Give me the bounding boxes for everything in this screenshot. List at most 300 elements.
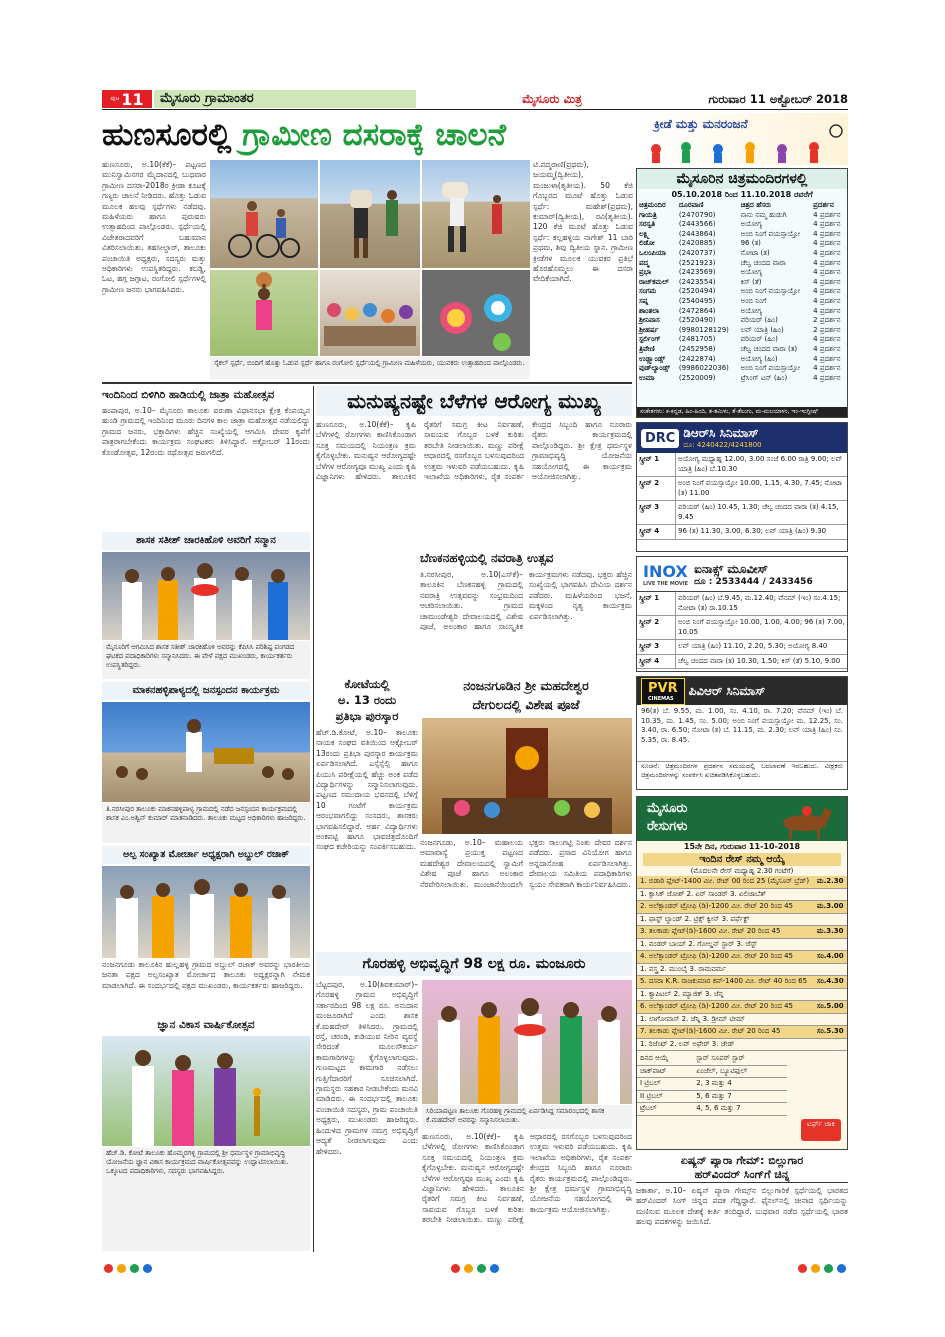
race-name: 4. ಅಲೆಕ್ಸಾಂಡರ್ ಟ್ರೋಫಿ (ಡಿ)-1200 ಮೀ. ರೇಟ್ 20 ರಿಂದ 45 [637, 951, 814, 964]
cinema-row [637, 220, 847, 230]
felicitation-illustration [102, 552, 310, 640]
kotey-headline [316, 676, 418, 724]
cinema-cell-p: (2423554) [678, 277, 716, 286]
abdul-text: ನಂಜನಗೂಡು ತಾಲೂಕಿನ ಹುಲ್ಲಹಳ್ಳಿ ಗ್ರಾಮದ ಅಬ್ದುಲ್ ರಜಾಕ್ ಅವರನ್ನು ಭಾರತೀಯ ಜನತಾ ಪಕ್ಷದ ಅಲ್ಪಸಂಖ್ಯಾತ ಮೋರ್ಚಾದ ತಾಲೂಕು ಅಧ್ಯಕ್ಷರನ್ನಾಗಿ ನೇಮಕ ಮಾಡಲಾಗಿದೆ. ಈ ಸಂದರ್ಭದಲ್ಲಿ ಪಕ್ಷದ ಮುಖಂಡರು, ಕಾರ್ಯಕರ್ತರು ಹಾಜರಿದ್ದರು. [102, 960, 310, 990]
cinema-cell-m: ನೋಟಾ (ತ) [740, 248, 770, 257]
cinema-table [637, 201, 847, 383]
race-result-rows [637, 1053, 787, 1115]
cinema-cell-m: 96 (ತ) [740, 239, 761, 248]
nanjangud-text: ನಂಜನಗೂಡು, ಅ.10– ಮಹಾಲಯ ಅಮಾವಾಸ್ಯೆ ಪ್ರಯುಕ್ತ ಪಟ್ಟಣದ ಮಹದೇಶ್ವರ ದೇವಾಲಯದಲ್ಲಿ ಸ್ವಾಮಿಗೆ ವಿಶೇಷ ಪೂಜೆ ಹಾಗೂ ಅಲಂಕಾರ ನೆರವೇರಿಸಲಾಯಿತು. ಮುಂಜಾನೆಯಿಂದಲೇ ಭಕ್ತರು ಸಾಲುಗಟ್ಟಿ ನಿಂತು ದೇವರ ದರ್ಶನ ಪಡೆದರು. ಪ್ರಸಾದ ವಿನಿಯೋಗ ಹಾಗೂ ಅನ್ನದಾಸೋಹ ಏರ್ಪಡಿಸಲಾಗಿತ್ತು. ದೇವಾಲಯ ಸಮಿತಿಯ ಪದಾಧಿಕಾರಿಗಳು ಸ್ವಯಂ ಸೇವಕರಾಗಿ ಕಾರ್ಯನಿರ್ವಹಿಸಿದರು. [420, 838, 632, 889]
lead-photo-rangoli [422, 270, 530, 356]
cinema-cell-m: ಟ್ರೆಸಿಂಗ್ ಟನ್ (ಹಿಂ) [740, 373, 788, 382]
inox-screen-name: ಸ್ಕ್ರೀನ್ 4 [637, 655, 676, 669]
drc-screen-name: ಸ್ಕ್ರೀನ್ 1 [637, 453, 676, 476]
janaspandana-headline: ಮಾಕನಹಳ್ಳಿಪಾಳ್ಯದಲ್ಲಿ ಜನಸ್ಪಂದನ ಕಾರ್ಯಕ್ರಮ [102, 682, 310, 700]
race-name: 2. ಅಲೆಕ್ಸಾಂಡರ್ ಟ್ರೋಫಿ (ಡಿ)-1200 ಮೀ. ರೇಟ್ 20 ರಿಂದ 45 [637, 901, 814, 914]
race-name: 1. ಬಿಡಾರಿ ಪ್ಲೇಟ್-1400 ಮೀ. ರೇಟ್ 00 ರಿಂದ 25 (ಮೈಸೂರ್ ಬ್ರೆಡ್) [637, 876, 814, 888]
nanjangud-headline-1: ನಂಜನಗೂಡಿನ ಶ್ರೀ ಮಹದೇಶ್ವರ [463, 678, 589, 693]
race-time: ಸಂ.4.30 [814, 976, 847, 989]
footer-dots-left [102, 1258, 154, 1270]
inox-screen-times: ವರಿಯರ್ (ಹಿಂ) ಬೆ.9.45, ಮ.12.40; ವೆನಮ್ (ಇಂ) ಸಂ.4.15; ನೋಟಾ (ತ) ರಾ.10.15 [678, 594, 841, 612]
page-number-box [102, 90, 152, 108]
cinema-cell-p: (2540495) [678, 296, 716, 305]
abdul-headline: ಅಲ್ಪ ಸಂಖ್ಯಾತ ಮೋರ್ಚಾ ಅಧ್ಯಕ್ಷರಾಗಿ ಅಬ್ದುಲ್ ರಜಾಕ್ [102, 846, 310, 864]
cinema-cell-s: 4 ಪ್ರದರ್ಶನ [813, 335, 841, 344]
cinema-cell-s: 4 ಪ್ರದರ್ಶನ [813, 210, 841, 219]
race-result-row [637, 1090, 787, 1103]
drc-cinemas [636, 422, 848, 552]
lead-headline-part-1: ಹುಣಸೂರಲ್ಲಿ [102, 117, 232, 153]
lead-column-1: ಹುಣಸೂರು, ಅ.10(ಕೆಕೆ)– ಪಟ್ಟಣದ ಮುನಿಸ್ವಾಮಿನಗರ ಮೈದಾನದಲ್ಲಿ ಬುಧವಾರ ಗ್ರಾಮೀಣ ದಸರಾ-2018ರ ಕ್ರೀಡಾ ಕೂಟಕ್ಕೆ ಗಣ್ಯರು ಚಾಲನೆ ನೀಡಿದರು. ಹೊತ್ತು ಓಡುವ ಮೂಲಕ ಹಲವು ಸ್ಪರ್ಧೆಗಳು ನಡೆದವು. ಮಹಿಳೆಯರು ಹಾಗೂ ಪುರುಷರು ಉತ್ಸಾಹದಿಂದ ಪಾಲ್ಗೊಂಡರು. ಸ್ಪರ್ಧೆಯಲ್ಲಿ ವಿಜೇತರಾದವರಿಗೆ ಬಹುಮಾನ ವಿತರಿಸಲಾಯಿತು. ತಹಸೀಲ್ದಾರ್, ತಾಲೂಕು ಪಂಚಾಯಿತಿ ಅಧ್ಯಕ್ಷರು, ಸದಸ್ಯರು ಮತ್ತು ಅಧಿಕಾರಿಗಳು ಉಪಸ್ಥಿತರಿದ್ದರು. ಕಬಡ್ಡಿ, ಓಟ, ಹಗ್ಗ ಜಗ್ಗಾಟ, ರಂಗೋಲಿ ಸ್ಪರ್ಧೆಗಳಲ್ಲಿ ಗ್ರಾಮೀಣ ಜನರು ಭಾಗವಹಿಸಿದರು. [102, 160, 206, 294]
cinema-cell-p: (2521923) [678, 258, 716, 267]
inox-screen-times: ಅಂಬಿ ನಿಂಗೆ ವಯಸ್ಸಾಯ್ತೋ 10.00, 1.00, 4.00; 96 (ತ) 7.00, 10.05 [678, 618, 845, 636]
satish-photo [102, 552, 310, 640]
sports-figures-icon [636, 113, 848, 165]
race-name: 5. ದಸರಾ K.R. ರಾಜಕುಮಾರ ಕಪ್-1400 ಮೀ. ರೇಟ್ 40 ರಿಂದ 65 [637, 976, 814, 989]
race-result-value: ಸ್ಟಾರ್ ಸೂಪರ್ ಸ್ಟಾರ್ [693, 1053, 787, 1065]
cinema-cell-t: ಲಕ್ಷ್ಮಿ [639, 229, 650, 238]
inox-screen-row [637, 616, 847, 640]
race-time: ಸಂ.5.00 [814, 1001, 847, 1014]
lead-headline [102, 113, 632, 157]
cinema-cell-p: (2420885) [678, 239, 716, 248]
race-result-key: II ಟ್ರಿಬಲ್ [637, 1090, 693, 1103]
janaspandana-photo [102, 702, 310, 802]
race-row [637, 938, 847, 951]
inox-phone: ದೂ : 2533444 / 2433456 [694, 576, 813, 587]
race-row [637, 913, 847, 926]
lead-photo-caption-strip: ಸೈಕಲ್ ಸ್ಪರ್ಧೆ, ಬಿಂದಿಗೆ ಹೊತ್ತು ಓಡುವ ಸ್ಪರ್ಧೆ ಹಾಗೂ ರಂಗೋಲಿ ಸ್ಪರ್ಧೆಯಲ್ಲಿ ಗ್ರಾಮೀಣ ಮಹಿಳೆಯರು, ಯುವಕರು ಉತ್ಸಾಹದಿಂದ ಪಾಲ್ಗೊಂಡರು. [210, 357, 530, 379]
cinema-cell-m: ಚೆಲ್ವ ಚಂದದ ವಾರಾ (ತ) [740, 344, 798, 353]
race-row [637, 963, 847, 976]
drc-screen-row [637, 453, 847, 477]
drc-screen-times: 96 (ತ) 11.30, 3.00, 6.30; ಲವ್ ಯಾತ್ರಿ (ಹಿಂ) 9.30 [678, 527, 827, 535]
race-result-key: ಟ್ರೆಬಲ್ [637, 1103, 693, 1116]
inox-screen-times: ಚೆಲ್ವ ಚಂದದ ವಾರಾ (ತ) 10.30, 1.50; ಕಿಸ್ (ತೆ) 5.10, 9.00 [678, 656, 841, 665]
cinema-cell-m: ಅಯೋಗ್ಯ (ಹಿಂ) [740, 354, 778, 363]
lead-photo-running [422, 160, 530, 268]
races-results [637, 1053, 787, 1116]
race-horse-icon [765, 797, 845, 841]
pvr-title: ಪಿವಿಆರ್ ಸಿನಿಮಾಸ್ [688, 683, 766, 698]
nanjangud-photo [422, 718, 632, 834]
paper-name: ಮೈಸೂರು ಮಿತ್ರ [522, 92, 582, 106]
pvr-notice: ಸೂಚನೆ: ಚಿತ್ರಮಂದಿರಗಳ ಪ್ರದರ್ಶನ ಸಮಯದಲ್ಲಿ ಬದಲಾವಣೆ ಇರಬಹುದು. ವೀಕ್ಷಕರು ಚಿತ್ರಮಂದಿರಗಳನ್ನು ಸಂಪರ್ಕಿಸಿ ಖಚಿತಪಡಿಸಿಕೊಳ್ಳಬಹುದು. [637, 761, 847, 792]
mysore-races [636, 796, 848, 1150]
kotey-headline-1: ಕೋಟೆಯಲ್ಲಿ [344, 677, 390, 691]
sports-banner [636, 113, 848, 165]
cinema-cell-p: (2520494) [678, 287, 716, 296]
cinema-cell-s: 4 ಪ್ರದರ್ಶನ [813, 220, 841, 229]
cinema-cell-t: ಉಡ್ಲ್ಯಾಂಡ್ಸ್ [639, 354, 665, 363]
cinema-cell-s: 2 ಪ್ರದರ್ಶನ [813, 316, 841, 325]
felicitation-group-illustration [422, 980, 632, 1104]
cinema-legend: ಸಂಕೇತಗಳು: ಕ-ಕನ್ನಡ, ಹಿಂ-ಹಿಂದಿ, ತ-ತಮಿಳು, ತೆ-ತೆಲುಗು, ಮ-ಮಲಯಾಳಂ, ಇಂ-ಇಂಗ್ಲೀಷ್ [637, 407, 847, 417]
gorahalli-photo [422, 980, 632, 1104]
cinema-row [637, 249, 847, 259]
color-dot [104, 1264, 113, 1273]
race-name: 1. ವಂಡರ್ ಬಾಯ್ 2. ಗೋಲ್ಡನ್ ಸ್ಟಾರ್ 3. ಜೆಸ್ಟ್ [637, 938, 814, 951]
cinema-cell-m: ಅಯೋಗ್ಯ [740, 268, 763, 277]
race-name: 1. ಫಾಸ್ಟ್ ಲ್ಯಾಂಡ್ 2. ಟ್ರಿಕ್ಸ್ ಕ್ವೀನ್ 3. ಪರ್ಫೆಕ್ಟ್ [637, 913, 814, 926]
race-row [637, 926, 847, 939]
rangoli-illustration [422, 270, 530, 356]
pvr-header [637, 677, 847, 705]
race-row [637, 1013, 847, 1026]
cinema-row [637, 345, 847, 355]
inox-screen-name: ಸ್ಕ್ರೀನ್ 3 [637, 640, 676, 654]
cinema-cell-m: ಅಂಬಿ ನಿಂಗೆ ವಯಸ್ಸಾಯ್ತೋ [740, 364, 801, 373]
inox-screen-row [637, 640, 847, 655]
race-time [814, 963, 847, 976]
race-row [637, 951, 847, 964]
cinema-cell-p: (2472864) [678, 306, 716, 315]
cinema-cell-p: (2452958) [678, 344, 716, 353]
color-dot [464, 1264, 473, 1273]
cinema-cell-s: 4 ಪ್ರದರ್ಶನ [813, 277, 841, 286]
cinema-cell-t: ಪ್ರಭಾ [639, 268, 652, 277]
inox-screen-row [637, 592, 847, 616]
gorahalli-caption: ಸಿರಿಯಾಪಟ್ಟಣ ತಾಲೂಕು ಗೊರಹಳ್ಳಿ ಗ್ರಾಮದಲ್ಲಿ ಏರ್ಪಡಿಸಿದ್ದ ಸಮಾರಂಭದಲ್ಲಿ ಶಾಸಕ ಕೆ.ಮಹದೇವ್ ಅವರನ್ನು ಸನ್ಮಾನಿಸಲಾಯಿತು. [422, 1105, 632, 1129]
race-time: ಮ.2.30 [814, 876, 847, 888]
cinema-cell-s: 2 ಪ್ರದರ್ಶನ [813, 325, 841, 334]
lead-headline-part-2: ಗ್ರಾಮೀಣ ದಸರಾಕ್ಕೆ ಚಾಲನೆ [242, 117, 507, 153]
pvr-sub: CINEMAS [648, 695, 674, 702]
race-result-key: ಜಾಕ್‌ಪಾಟ್ [637, 1065, 693, 1078]
temple-illustration [422, 718, 632, 834]
color-dot [824, 1264, 833, 1273]
cinema-cell-t: ಗಾಯತ್ರಿ [639, 210, 657, 219]
cinema-head-theatre: ಚಿತ್ರಮಂದಿರ [639, 201, 666, 209]
gorahalli-text: ಬೆಟ್ಟದಪುರ, ಅ.10(ಶಿವಕುಮಾರ್)– ಗೊರಹಳ್ಳಿ ಗ್ರಾಮದ ಅಭಿವೃದ್ಧಿಗೆ ಸರ್ಕಾರದಿಂದ 98 ಲಕ್ಷ ರೂ. ಅನುದಾನ ಮಂಜೂರಾಗಿದೆ ಎಂದು ಶಾಸಕ ಕೆ.ಮಹದೇವ್ ತಿಳಿಸಿದರು. ಗ್ರಾಮದಲ್ಲಿ ರಸ್ತೆ, ಚರಂಡಿ, ಕುಡಿಯುವ ನೀರಿನ ವ್ಯವಸ್ಥೆ ಸೇರಿದಂತೆ ಮೂಲಸೌಕರ್ಯ ಕಾಮಗಾರಿಗಳನ್ನು ಕೈಗೊಳ್ಳಲಾಗುವುದು. ಗುಣಮಟ್ಟದ ಕಾಮಗಾರಿ ನಡೆಸಲು ಗುತ್ತಿಗೆದಾರರಿಗೆ ಸೂಚಿಸಲಾಗಿದೆ. ಗ್ರಾಮಸ್ಥರು ಸಹಕಾರ ನೀಡಬೇಕೆಂದು ಮನವಿ ಮಾಡಿದರು. ಈ ಸಂದರ್ಭದಲ್ಲಿ ತಾಲೂಕು ಪಂಚಾಯಿತಿ ಸದಸ್ಯರು, ಗ್ರಾಮ ಪಂಚಾಯಿತಿ ಅಧ್ಯಕ್ಷರು, ಮುಖಂಡರು ಹಾಜರಿದ್ದರು. ಹಿಂದುಳಿದ ಗ್ರಾಮಗಳ ಸಮಗ್ರ ಅಭಿವೃದ್ಧಿಗೆ ಆದ್ಯತೆ ನೀಡಲಾಗುವುದು ಎಂದು ಹೇಳಿದರು. [316, 980, 418, 1156]
race-time: ಮ.3.00 [814, 901, 847, 914]
satish-caption: ಮೈಸೂರಿಗೆ ಆಗಮಿಸಿದ ಶಾಸಕ ಸತೀಶ್ ಜಾರಕಿಹೊಳಿ ಅವರನ್ನು ಕೆಪಿಸಿಸಿ ಪರಿಶಿಷ್ಟ ಪಂಗಡದ ಘಟಕದ ಪದಾಧಿಕಾರಿಗಳು ಸನ್ಮಾನಿಸಿದರು. ಈ ವೇಳೆ ಪಕ್ಷದ ಮುಖಂಡರು, ಕಾರ್ಯಕರ್ತರು ಉಪಸ್ಥಿತರಿದ್ದರು. [102, 641, 310, 679]
race-rows [637, 876, 847, 1051]
section-name [154, 90, 416, 108]
jnana-photo [102, 1036, 310, 1146]
race-result-row [637, 1078, 787, 1091]
cyclist-illustration [210, 160, 318, 268]
drc-screen-times: ವರಿಯರ್ (ಹಿಂ) 10.45, 1.30; ಚೆಲ್ವ ಚಂದದ ವಾರಾ (ತ) 4.15, 9.45 [678, 503, 839, 521]
race-name: 1. ವಸ್ತ್ರ 2. ಮುಂಬೈ 3. ರಾಮವರ್ಮ [637, 963, 814, 976]
cinema-cell-s: 4 ಪ್ರದರ್ಶನ [813, 364, 841, 373]
meeting-illustration [102, 702, 310, 802]
cinema-cell-t: ಒಲಂಪಿಯಾ [639, 248, 666, 257]
cinema-cell-t: ಸರಸ್ವತಿ [639, 220, 656, 229]
cinema-cell-m: ವರಿಯರ್ (ಹಿಂ) [740, 316, 778, 325]
races-day: 15ನೇ ದಿನ, ಗುರುವಾರ 11-10-2018 [683, 842, 801, 851]
inox-movies [636, 556, 848, 672]
race-name: 6. ಅಲೆಕ್ಸಾಂಡರ್ ಟ್ರೋಫಿ (ಡಿ)-1200 ಮೀ. ರೇಟ್ 20 ರಿಂದ 45 [637, 1001, 814, 1014]
para-games-text: ಜಕಾರ್ತಾ, ಅ.10– ಏಷ್ಯನ್ ಪ್ಯಾರಾ ಗೇಮ್ಸ್‌ನ ಬಿಲ್ಲುಗಾರಿಕೆ ಸ್ಪರ್ಧೆಯಲ್ಲಿ ಭಾರತದ ಹರ್‌ವಿಂದರ್ ಸಿಂಗ್ ಚಿನ್ನದ ಪದಕ ಗೆದ್ದಿದ್ದಾರೆ. ಫೈನಲ್‌ನಲ್ಲಿ ಚೀನಾದ ಸ್ಪರ್ಧಿಯನ್ನು ಮಣಿಸುವ ಮೂಲಕ ದೇಶಕ್ಕೆ ಕೀರ್ತಿ ತಂದಿದ್ದಾರೆ. ಬುಧವಾರ ನಡೆದ ಸ್ಪರ್ಧೆಯಲ್ಲಿ ಭಾರತ ಹಲವು ಪದಕಗಳನ್ನು ಜಯಿಸಿದೆ. [636, 1186, 848, 1227]
drc-screen-name: ಸ್ಕ್ರೀನ್ 4 [637, 525, 676, 539]
pot-breaking-illustration [210, 270, 318, 356]
race-time [814, 1013, 847, 1026]
cinema-row [637, 230, 847, 240]
cinema-row [637, 259, 847, 269]
left-column-divider [313, 386, 314, 1252]
cinema-head-movie: ಚಿತ್ರದ ಹೆಸರು [740, 201, 772, 209]
cinema-cell-s: 4 ಪ್ರದರ್ಶನ [813, 296, 841, 305]
race-row [637, 988, 847, 1001]
cinema-cell-s: 4 ಪ್ರದರ್ಶನ [813, 344, 841, 353]
cinema-rows [637, 211, 847, 384]
para-games-headline-2: ಹರ್‌ವಿಂದರ್ ಸಿಂಗ್‌ಗೆ ಚಿನ್ನ [636, 1168, 848, 1183]
races-header [637, 797, 847, 841]
issue-date: ಗುರುವಾರ 11 ಅಕ್ಟೋಬರ್ 2018 [708, 92, 848, 106]
inox-logo: INOX [643, 561, 688, 581]
para-games-story [636, 1154, 848, 1254]
page-label: ಪುಟ [110, 95, 120, 102]
cinema-cell-p: (2520009) [678, 373, 716, 382]
race-time: ಸಂ.4.00 [814, 951, 847, 964]
cinema-cell-m: ಅಂಬಿ ನಿಂಗೆ ವಯಸ್ಸಾಯ್ತೋ [740, 287, 801, 296]
color-dot [451, 1264, 460, 1273]
inox-screen-row [637, 655, 847, 670]
race-row [637, 876, 847, 888]
race-name: 1. ಕ್ಯಾಪಿಟಲ್ 2. ಮ್ಯಾಜಿಕ್ 3. ಜೆನ್ನ [637, 988, 814, 1001]
jatra-headline: ಇಂದಿನಿಂದ ಬಿಳಿಗಿರಿ ಹಾಡಿಯಲ್ಲಿ ಜಾತ್ರಾ ಮಹೋತ್ಸವ [102, 389, 275, 401]
runner-illustration [422, 160, 530, 268]
section-label: ಮೈಸೂರು ಗ್ರಾಮಾಂತರ [160, 91, 254, 106]
cinema-cell-t: ಸಪ್ನ [639, 296, 649, 305]
race-name: 3. ತಲಕಾಡು ಪ್ಲೇಟ್(ಡಿ)-1600 ಮೀ. ರೇಟ್ 20 ರಿಂದ 45 [637, 926, 814, 939]
cinema-cell-m: ಕಿಸ್ (ತೆ) [740, 277, 762, 286]
cinema-row [637, 307, 847, 317]
race-row [637, 1001, 847, 1014]
lead-photo-crowd [320, 270, 420, 356]
color-dot [798, 1264, 807, 1273]
lamp-lighting-illustration [102, 1036, 310, 1146]
nanjangud-headline [420, 676, 632, 716]
cinema-cell-t: ಲಿಡೋ [639, 239, 655, 248]
cinema-cell-p: (9986022036) [678, 364, 729, 373]
cinema-cell-p: (2470790) [678, 210, 716, 219]
cinema-row [637, 268, 847, 278]
cinema-row [637, 287, 847, 297]
cinema-cell-t: ಶ್ರೀನಿವಾಸ [639, 316, 660, 325]
race-result-key: ದಿನದ ಆಯ್ಕೆ [637, 1053, 693, 1065]
lead-photo-pot-breaking [210, 270, 318, 356]
cinema-cell-t: ಶಾಂತಲಾ [639, 306, 660, 315]
cinema-cell-s: 4 ಪ್ರದರ್ಶನ [813, 306, 841, 315]
lead-photo-cycling [210, 160, 318, 268]
race-result-value: ಏಂಜೆಲ್, ಬ್ಯೂಟಿಫುಲ್ [693, 1065, 787, 1078]
drc-screen-times: ಅಂಬಿ ನಿಂಗೆ ವಯಸ್ಸಾಯ್ತೋ 10.00, 1.15, 4.30, 7.45; ನೋಟಾ (ತ) 11.00 [678, 479, 843, 497]
kotey-headline-2: ಅ. 13 ರಂದು [337, 693, 397, 707]
navaratri-headline: ಬೆಣಕನಹಳ್ಳಿಯಲ್ಲಿ ನವರಾತ್ರಿ ಉತ್ಸವ [420, 551, 554, 565]
cinema-cell-s: 4 ಪ್ರದರ್ಶನ [813, 239, 841, 248]
cinema-row [637, 278, 847, 288]
race-time [814, 988, 847, 1001]
cinema-row [637, 211, 847, 221]
drc-title: ಡಿಆರ್‌ಸಿ ಸಿನಿಮಾಸ್ [683, 426, 759, 440]
cinema-cell-m: ಚೆಲ್ವ ಚಂದದ ವಾರಾ [740, 258, 786, 267]
cinema-cell-m: ನಾನು ನಮ್ಮ ಹುಡುಗಿ [740, 210, 787, 219]
race-row [637, 888, 847, 901]
race-time [814, 938, 847, 951]
race-result-row [637, 1103, 787, 1116]
cinema-cell-p: (2423569) [678, 268, 716, 277]
cinema-row [637, 297, 847, 307]
footer-dots-right [796, 1258, 848, 1270]
race-row [637, 901, 847, 914]
janaspandana-caption: ತಿ.ನರಸೀಪುರ ತಾಲೂಕು ಮಾಕನಹಳ್ಳಿಪಾಳ್ಯ ಗ್ರಾಮದಲ್ಲಿ ನಡೆದ ಜನಸ್ಪಂದನ ಕಾರ್ಯಕ್ರಮದಲ್ಲಿ ಶಾಸಕ ಎಂ.ಅಶ್ವಿನ್ ಕುಮಾರ್ ಮಾತನಾಡಿದರು. ತಾಲೂಕು ಮಟ್ಟದ ಅಧಿಕಾರಿಗಳು ಹಾಜರಿದ್ದರು. [102, 803, 310, 843]
cinema-listing [636, 168, 848, 418]
pvr-showtimes: 96(ತ) ಬೆ. 9.55, ಮ. 1.00, ಸಂ. 4.10, ರಾ. 7.20; ವೆನಮ್ (ಇಂ) ಬೆ. 10.35, ಮ. 1.45, ಸಂ. 5.00; ಅಂಬಿ ನಿಂಗೆ ವಯಸ್ಸಾಯ್ತೋ ಮ. 12.25, ಸಂ. 3.40, ರಾ. 6.50; ನೋಟಾ (ತ) ಬೆ. 11.15, ಮ. 2.30; ಲವ್ ಯಾತ್ರಿ (ಹಿಂ) ಸಂ. 5.35, ರಾ. 8.45. [641, 707, 843, 744]
race-result-value: 2, 3 ಮತ್ತು 4 [693, 1078, 787, 1091]
health-text: ಹುಣಸೂರು, ಅ.10(ಕೆಕೆ)– ಕೃಷಿ ಬೆಳೆಗಳಲ್ಲಿ ರೋಗಗಳು ಕಾಣಿಸಿಕೊಂಡಾಗ ಸೂಕ್ತ ಸಮಯದಲ್ಲಿ ನಿಯಂತ್ರಣ ಕ್ರಮ ಕೈಗೊಳ್ಳಬೇಕು. ಮನುಷ್ಯನ ಆರೋಗ್ಯದಷ್ಟೇ ಬೆಳೆಗಳ ಆರೋಗ್ಯವೂ ಮುಖ್ಯ ಎಂದು ಕೃಷಿ ವಿಜ್ಞಾನಿಗಳು ಹೇಳಿದರು. ತಾಲೂಕಿನ ರೈತರಿಗೆ ಸಮಗ್ರ ಕೀಟ ನಿರ್ವಹಣೆ, ಸಾವಯವ ಗೊಬ್ಬರ ಬಳಕೆ ಕುರಿತು ತರಬೇತಿ ನೀಡಲಾಯಿತು. ಮಣ್ಣು ಪರೀಕ್ಷೆ ಆಧಾರದಲ್ಲಿ ರಸಗೊಬ್ಬರ ಬಳಸುವುದರಿಂದ ಉತ್ತಮ ಇಳುವರಿ ಪಡೆಯಬಹುದು. ಕೃಷಿ ಇಲಾಖೆಯ ಅಧಿಕಾರಿಗಳು, ರೈತ ಸಂಪರ್ಕ ಕೇಂದ್ರದ ಸಿಬ್ಬಂದಿ ಹಾಗೂ ನೂರಾರು ರೈತರು ಕಾರ್ಯಕ್ರಮದಲ್ಲಿ ಪಾಲ್ಗೊಂಡಿದ್ದರು. ಶ್ರೀ ಕ್ಷೇತ್ರ ಧರ್ಮಸ್ಥಳ ಗ್ರಾಮಾಭಿವೃದ್ಧಿ ಯೋಜನೆಯ ಸಹಯೋಗದಲ್ಲಿ ಈ ಕಾರ್ಯಕ್ರಮ ಆಯೋಜಿಸಲಾಗಿತ್ತು. [316, 420, 632, 482]
cinema-cell-t: ಸ್ಟರ್ಲಿಂಗ್ [639, 335, 661, 344]
inox-screen-times: ಲವ್ ಯಾತ್ರಿ (ಹಿಂ) 11.10, 2.20, 5.30; ಅಯೋಗ್ಯ 8.40 [678, 642, 828, 650]
cinema-title: ಮೈಸೂರಿನ ಚಿತ್ರಮಂದಿರಗಳಲ್ಲಿ [637, 169, 847, 189]
lead-photo-sack-race [320, 160, 420, 268]
cinema-cell-s: 4 ಪ್ರದರ್ಶನ [813, 287, 841, 296]
jatra-text: ಹಂಪಾಪುರ, ಅ.10– ಮೈಸೂರು ತಾಲೂಕು ವರುಣಾ ವಿಧಾನಸಭಾ ಕ್ಷೇತ್ರ ಕೆಂಪಯ್ಯನ ಹುಂಡಿ ಗ್ರಾಮದಲ್ಲಿ ಇಂದಿನಿಂದ ಮೂರು ದಿನಗಳ ಕಾಲ ಜಾತ್ರಾ ಮಹೋತ್ಸವ ನಡೆಯಲಿದ್ದು ಗ್ರಾಮದ ಜನರು, ಭಕ್ತಾದಿಗಳು ಹೆಚ್ಚಿನ ಸಂಖ್ಯೆಯಲ್ಲಿ ಆಗಮಿಸಿ ದೇವರ ಕೃಪೆಗೆ ಪಾತ್ರರಾಗಬೇಕೆಂದು ಕಾರ್ಯಕ್ರಮ ಸಂಘಟಕರು ತಿಳಿಸಿದ್ದಾರೆ. ಅಕ್ಟೋಬರ್ 11ರಂದು ಕೊಂಡೋತ್ಸವ, 12ರಂದು ರಥೋತ್ಸವ ಜರುಗಲಿದೆ. [102, 406, 310, 457]
cinema-cell-p: (2420737) [678, 248, 716, 257]
races-pick-sub: (ಮೊದಲನೇ ರೇಸ್ ಮಧ್ಯಾಹ್ನ 2.30 ಗಂಟೆಗೆ) [690, 867, 794, 875]
cinema-cell-s: 4 ಪ್ರದರ್ಶನ [813, 258, 841, 267]
inox-title: ಐನಾಕ್ಸ್ ಮೂವೀಸ್ [694, 561, 768, 576]
cinema-dates: 05.10.2018 ರಿಂದ 11.10.2018 ರವರೆಗೆ [671, 190, 813, 199]
drc-screen-times: ಅಯೋಗ್ಯ ಮಧ್ಯಾಹ್ನ 12.00, 3.00 ಸಂಜೆ 6.00 ರಾತ್ರಿ 9.00; ಲವ್ ಯಾತ್ರಿ (ಹಿಂ) ಬೆ.10.30 [678, 455, 843, 473]
cinema-head-phone: ದೂರವಾಣಿ [678, 201, 704, 209]
cinema-cell-p: (2443864) [678, 229, 716, 238]
cinema-row [637, 239, 847, 249]
cinema-cell-p: (2422874) [678, 354, 716, 363]
color-dot [811, 1264, 820, 1273]
cinema-cell-t: ತ್ರಿವೇಣಿ [639, 344, 655, 353]
rule-1 [102, 382, 632, 384]
sack-runner-illustration [320, 160, 420, 268]
footer-dots-center [449, 1258, 501, 1270]
race-time [814, 888, 847, 901]
race-name: 1. ಕ್ಲಾಸಿಕ್ ಜೋಶ್ 2. ಏರ್ ಸಾಂಡರ್ 3. ಏಲಿಜಾಬೆತ್ [637, 888, 814, 901]
inox-screens [637, 592, 847, 669]
cinema-cell-t: ಸಂಗಮ [639, 287, 657, 296]
cinema-table-header [637, 201, 847, 211]
race-name: 7. ತಲಕಾಡು ಪ್ಲೇಟ್(ಡಿ)-1600 ಮೀ. ರೇಟ್ 20 ರಿಂದ 45 [637, 1026, 814, 1039]
cinema-cell-p: (2481705) [678, 335, 716, 344]
color-dot [130, 1264, 139, 1273]
satish-headline: ಶಾಸಕ ಸತೀಶ್ ಜಾರಕಿಹೊಳಿ ಅವರಿಗೆ ಸನ್ಮಾನ [102, 532, 310, 550]
cinema-cell-s: 4 ಪ್ರದರ್ಶನ [813, 354, 841, 363]
crowd-illustration [320, 270, 420, 356]
inox-screen-name: ಸ್ಕ್ರೀನ್ 1 [637, 592, 676, 615]
navaratri-text: ತಿ.ನರಸೀಪುರ, ಅ.10(ಎಸ್‌ಕೆ)– ತಾಲೂಕಿನ ಬೆಣಕನಹಳ್ಳಿ ಗ್ರಾಮದಲ್ಲಿ ನವರಾತ್ರಿ ಉತ್ಸವವನ್ನು ಸಂಭ್ರಮದಿಂದ ಆಚರಿಸಲಾಯಿತು. ಗ್ರಾಮದ ಚಾಮುಂಡೇಶ್ವರಿ ದೇವಾಲಯದಲ್ಲಿ ವಿಶೇಷ ಪೂಜೆ, ಅಲಂಕಾರ ಹಾಗೂ ಸಾಂಸ್ಕೃತಿಕ ಕಾರ್ಯಕ್ರಮಗಳು ನಡೆದವು. ಭಕ್ತರು ಹೆಚ್ಚಿನ ಸಂಖ್ಯೆಯಲ್ಲಿ ಭಾಗವಹಿಸಿ ದೇವಿಯ ದರ್ಶನ ಪಡೆದರು. ಮಹಿಳೆಯರಿಂದ ಭಜನೆ, ಮಕ್ಕಳಿಂದ ನೃತ್ಯ ಕಾರ್ಯಕ್ರಮ ಏರ್ಪಡಿಸಲಾಗಿತ್ತು. [420, 570, 632, 632]
color-dot [837, 1264, 846, 1273]
cinema-cell-m: ಅಯೋಗ್ಯ [740, 220, 763, 229]
race-result-value: 5, 6 ಮತ್ತು 7 [693, 1090, 787, 1103]
color-dot [117, 1264, 126, 1273]
cinema-row [637, 364, 847, 374]
cinema-cell-p: (9980128129) [678, 325, 729, 334]
race-time: ಸಂ.5.30 [814, 1026, 847, 1039]
race-name: 1. ಲಾಗೋವಾಸ್ 2. ಜೆನ್ನಿ 3. ಡ್ರೀಮ್ ಟೀಮ್ [637, 1013, 814, 1026]
cinema-cell-t: ಶ್ರೀಹರ್ಷ [639, 325, 659, 334]
health-headline: ಮನುಷ್ಯನಷ್ಟೇ ಬೆಳೆಗಳ ಆರೋಗ್ಯ ಮುಖ್ಯ [316, 386, 632, 416]
kotey-headline-3: ಪ್ರತಿಭಾ ಪುರಸ್ಕಾರ [335, 709, 399, 723]
inox-tagline: LIVE THE MOVIE [643, 580, 689, 587]
race-time [814, 913, 847, 926]
kotey-text: ಹೆಚ್.ಡಿ.ಕೋಟೆ, ಅ.10– ತಾಲೂಕು ನಾಯಕ ಸಂಘದ ವತಿಯಿಂದ ಅಕ್ಟೋಬರ್ 13ರಂದು ಪ್ರತಿಭಾ ಪುರಸ್ಕಾರ ಕಾರ್ಯಕ್ರಮ ಏರ್ಪಡಿಸಲಾಗಿದೆ. ಎಸ್ಸೆಸ್ಸೆಲ್ಸಿ ಹಾಗೂ ಪಿಯುಸಿ ಪರೀಕ್ಷೆಯಲ್ಲಿ ಹೆಚ್ಚು ಅಂಕ ಪಡೆದ ವಿದ್ಯಾರ್ಥಿಗಳನ್ನು ಸನ್ಮಾನಿಸಲಾಗುವುದು. ಪಟ್ಟಣದ ಸಮುದಾಯ ಭವನದಲ್ಲಿ ಬೆಳಿಗ್ಗೆ 10 ಗಂಟೆಗೆ ಕಾರ್ಯಕ್ರಮ ಆರಂಭವಾಗಲಿದ್ದು ಸಂಸದರು, ಶಾಸಕರು ಭಾಗವಹಿಸಲಿದ್ದಾರೆ. ಅರ್ಹ ವಿದ್ಯಾರ್ಥಿಗಳು ಅಂಕಪಟ್ಟಿ ಹಾಗೂ ಭಾವಚಿತ್ರದೊಂದಿಗೆ ಸಂಘದ ಕಚೇರಿಯನ್ನು ಸಂಪರ್ಕಿಸಬಹುದು. [316, 728, 418, 852]
cinema-row [637, 316, 847, 326]
cinema-row [637, 326, 847, 336]
race-time: ಮ.3.30 [814, 926, 847, 939]
inox-screen-name: ಸ್ಕ್ರೀನ್ 2 [637, 616, 676, 639]
cinema-cell-m: ಅಂಬಿ ನಿಂಗೆ ವಯಸ್ಸಾಯ್ತೋ [740, 229, 801, 238]
cinema-cell-m: ಲವ್ ಯಾತ್ರಿ (ಹಿಂ) [740, 325, 784, 334]
drc-screen-name: ಸ್ಕ್ರೀನ್ 2 [637, 477, 676, 500]
color-dot [477, 1264, 486, 1273]
race-result-row [637, 1053, 787, 1065]
cinema-row [637, 335, 847, 345]
gorahalli-text-continued: ಹುಣಸೂರು, ಅ.10(ಕೆಕೆ)– ಕೃಷಿ ಬೆಳೆಗಳಲ್ಲಿ ರೋಗಗಳು ಕಾಣಿಸಿಕೊಂಡಾಗ ಸೂಕ್ತ ಸಮಯದಲ್ಲಿ ನಿಯಂತ್ರಣ ಕ್ರಮ ಕೈಗೊಳ್ಳಬೇಕು. ಮನುಷ್ಯನ ಆರೋಗ್ಯದಷ್ಟೇ ಬೆಳೆಗಳ ಆರೋಗ್ಯವೂ ಮುಖ್ಯ ಎಂದು ಕೃಷಿ ವಿಜ್ಞಾನಿಗಳು ಹೇಳಿದರು. ತಾಲೂಕಿನ ರೈತರಿಗೆ ಸಮಗ್ರ ಕೀಟ ನಿರ್ವಹಣೆ, ಸಾವಯವ ಗೊಬ್ಬರ ಬಳಕೆ ಕುರಿತು ತರಬೇತಿ ನೀಡಲಾಯಿತು. ಮಣ್ಣು ಪರೀಕ್ಷೆ ಆಧಾರದಲ್ಲಿ ರಸಗೊಬ್ಬರ ಬಳಸುವುದರಿಂದ ಉತ್ತಮ ಇಳುವರಿ ಪಡೆಯಬಹುದು. ಕೃಷಿ ಇಲಾಖೆಯ ಅಧಿಕಾರಿಗಳು, ರೈತ ಸಂಪರ್ಕ ಕೇಂದ್ರದ ಸಿಬ್ಬಂದಿ ಹಾಗೂ ನೂರಾರು ರೈತರು ಕಾರ್ಯಕ್ರಮದಲ್ಲಿ ಪಾಲ್ಗೊಂಡಿದ್ದರು. ಶ್ರೀ ಕ್ಷೇತ್ರ ಧರ್ಮಸ್ಥಳ ಗ್ರಾಮಾಭಿವೃದ್ಧಿ ಯೋಜನೆಯ ಸಹಯೋಗದಲ್ಲಿ ಈ ಕಾರ್ಯಕ್ರಮ ಆಯೋಜಿಸಲಾಗಿತ್ತು. [422, 1132, 632, 1225]
color-dot [143, 1264, 152, 1273]
pvr-logo: PVR [648, 680, 678, 696]
cinema-cell-t: ವುಡ್‌ಲ್ಯಾಂಡ್ಸ್ [639, 364, 670, 373]
masthead [102, 88, 848, 110]
race-result-row [637, 1065, 787, 1078]
lead-column-2: ಟಿ.ಪದ್ಮರಾಣಿ(ಪ್ರಥಮ), ಜಯಮ್ಮ(ದ್ವಿತೀಯ), ಮಂಜುಳಾ(ತೃತೀಯ). 50 ಕೆಜಿ ಗೊಬ್ಬರದ ಮೂಟೆ ಹೊತ್ತು ಓಡುವ ಸ್ಪರ್ಧೆ: ಮಹೇಶ್(ಪ್ರಥಮ), ಕುಮಾರ್(ದ್ವಿತೀಯ), ರವಿ(ತೃತೀಯ). 120 ಕೆಜಿ ಮೂಟೆ ಹೊತ್ತು ಓಡುವ ಸ್ಪರ್ಧೆ: ಕಲ್ಲಹಳ್ಳಿಯ ನಾಗೇಶ್ 11 ಬಾರಿ ಪ್ರಥಮ, ಶಿವು ದ್ವಿತೀಯ ಸ್ಥಾನ. ಗ್ರಾಮೀಣ ಕ್ರೀಡೆಗಳ ಮೂಲಕ ಯುವಕರ ಪ್ರತಿಭೆ ಹೊರಹೊಮ್ಮಲು ಈ ದಸರಾ ವೇದಿಕೆಯಾಗಿದೆ. [533, 160, 633, 284]
nanjangud-headline-2: ದೇಗುಲದಲ್ಲಿ ವಿಶೇಷ ಪೂಜೆ [472, 697, 580, 712]
race-result-key: I ಟ್ರಿಬಲ್ [637, 1078, 693, 1091]
gorahalli-headline: ಗೊರಹಳ್ಳಿ ಅಭಿವೃದ್ಧಿಗೆ 98 ಲಕ್ಷ ರೂ. ಮಂಜೂರು [316, 952, 632, 976]
drc-screen-row [637, 501, 847, 525]
cinema-head-shows: ಪ್ರದರ್ಶನ [813, 201, 834, 209]
drc-screen-row [637, 477, 847, 501]
sports-banner-title: ಕ್ರೀಡೆ ಮತ್ತು ಮನರಂಜನೆ [654, 117, 748, 131]
drc-screens [637, 453, 847, 540]
cinema-cell-s: 4 ಪ್ರದರ್ಶನ [813, 268, 841, 277]
cinema-cell-t: ಉಮಾ [639, 373, 655, 382]
pvr-cinemas [636, 676, 848, 790]
jnana-headline: ಜ್ಞಾನ ವಿಕಾಸ ವಾರ್ಷಿಕೋತ್ಸವ [157, 1019, 255, 1031]
drc-header [637, 423, 847, 453]
race-name: 1. ರಿಜೆಂಟ್ 2. ಲವ್ ಅಫೇರ್ 3. ಜೇಡ್ [637, 1038, 814, 1051]
race-result-value: 4, 5, 6 ಮತ್ತು 7 [693, 1103, 787, 1116]
drc-phone: ದೂ: 4240422/4241800 [683, 441, 762, 449]
drc-logo: DRC [641, 429, 679, 448]
race-row [637, 976, 847, 989]
cinema-row [637, 355, 847, 365]
group-photo-illustration [102, 866, 310, 958]
cinema-cell-t: ರಾಜ್‌ಕಮಲ್ [639, 277, 669, 286]
race-time [814, 1038, 847, 1051]
race-row [637, 1026, 847, 1039]
inox-header [637, 557, 847, 592]
page-number: 11 [121, 89, 144, 109]
footer-dots [102, 1258, 848, 1270]
cinema-cell-s: 4 ಪ್ರದರ್ಶನ [813, 373, 841, 382]
cinema-cell-m: ಅಂಬಿ ನಿಂಗೆ [740, 296, 767, 305]
cinema-row [637, 374, 847, 384]
cinema-cell-p: (2520490) [678, 316, 716, 325]
cinema-cell-m: ವರಿಯರ್ (ಹಿಂ) [740, 335, 778, 344]
cinema-cell-s: 4 ಪ್ರದರ್ಶನ [813, 229, 841, 238]
races-title-1: ಮೈಸೂರು [647, 801, 688, 816]
abdul-photo [102, 866, 310, 958]
cinema-cell-p: (2443566) [678, 220, 716, 229]
races-title-2: ರೇಸುಗಳು [647, 819, 688, 834]
cinema-cell-t: ಪದ್ಮ [639, 258, 649, 267]
turf-badge: ಟರ್ಫ್ ಜಾಕಿ [801, 1119, 841, 1141]
cinema-cell-m: ಅಯೋಗ್ಯ [740, 306, 763, 315]
cinema-cell-s: 4 ಪ್ರದರ್ಶನ [813, 248, 841, 257]
races-table [637, 876, 847, 1051]
jnana-caption: ಹೆಚ್.ಡಿ. ಕೋಟೆ ತಾಲೂಕು ಹೊಮ್ಮರಗಳ್ಳಿ ಗ್ರಾಮದಲ್ಲಿ ಶ್ರೀ ಧರ್ಮಸ್ಥಳ ಗ್ರಾಮಾಭಿವೃದ್ಧಿ ಯೋಜನೆಯ ಜ್ಞಾನ ವಿಕಾಸ ಕಾರ್ಯಕ್ರಮದ ವಾರ್ಷಿಕೋತ್ಸವವನ್ನು ಉದ್ಘಾಟಿಸಲಾಯಿತು. ಒಕ್ಕೂಟದ ಪದಾಧಿಕಾರಿಗಳು, ಸದಸ್ಯರು ಭಾಗವಹಿಸಿದ್ದರು. [102, 1147, 310, 1251]
para-games-headline-1: ಏಷ್ಯನ್ ಪ್ಯಾರಾ ಗೇಮ್: ಬಿಲ್ಲುಗಾರ [680, 1154, 804, 1167]
